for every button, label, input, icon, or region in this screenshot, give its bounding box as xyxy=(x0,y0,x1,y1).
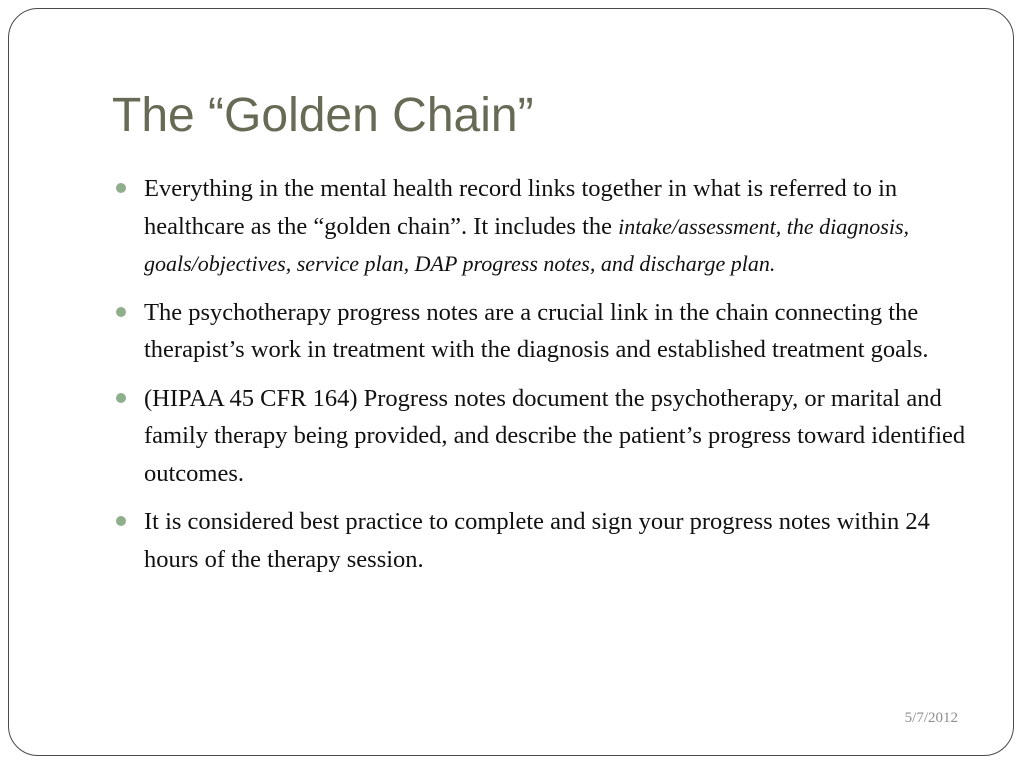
bullet-dot-icon xyxy=(116,307,126,317)
bullet-dot-icon xyxy=(116,516,126,526)
bullet-text-regular: Everything in the mental health record links together in what is referred to in healthcare as the “golden chain”. It includes the xyxy=(144,175,898,240)
slide-date: 5/7/2012 xyxy=(904,710,958,726)
bullet-item-hipaa xyxy=(116,380,966,493)
bullet-dot-icon xyxy=(116,393,126,403)
bullet-text xyxy=(144,175,909,277)
bullet-item-best-practice xyxy=(116,503,966,578)
slide-title: The “Golden Chain” xyxy=(112,89,534,142)
bullet-item-progress-notes-link xyxy=(116,294,966,369)
bullet-text: The psychotherapy progress notes are a crucial link in the chain connecting the therapist’s work in treatment with the diagnosis and established treatment goals. xyxy=(144,298,929,363)
bullet-dot-icon xyxy=(116,183,126,193)
bullet-text: (HIPAA 45 CFR 164) Progress notes document the psychotherapy, or marital and family therapy being provided, and describe the patient’s progress toward identified outcomes. xyxy=(144,384,966,487)
bullet-item-golden-chain xyxy=(116,170,966,283)
bullet-text: It is considered best practice to complete and sign your progress notes within 24 hours of the therapy session. xyxy=(144,508,930,573)
bullet-text-italic: intake/assessment, the diagnosis, goals/objectives, service plan, DAP progress notes, and discharge plan. xyxy=(144,213,910,276)
bullet-list xyxy=(116,170,966,589)
